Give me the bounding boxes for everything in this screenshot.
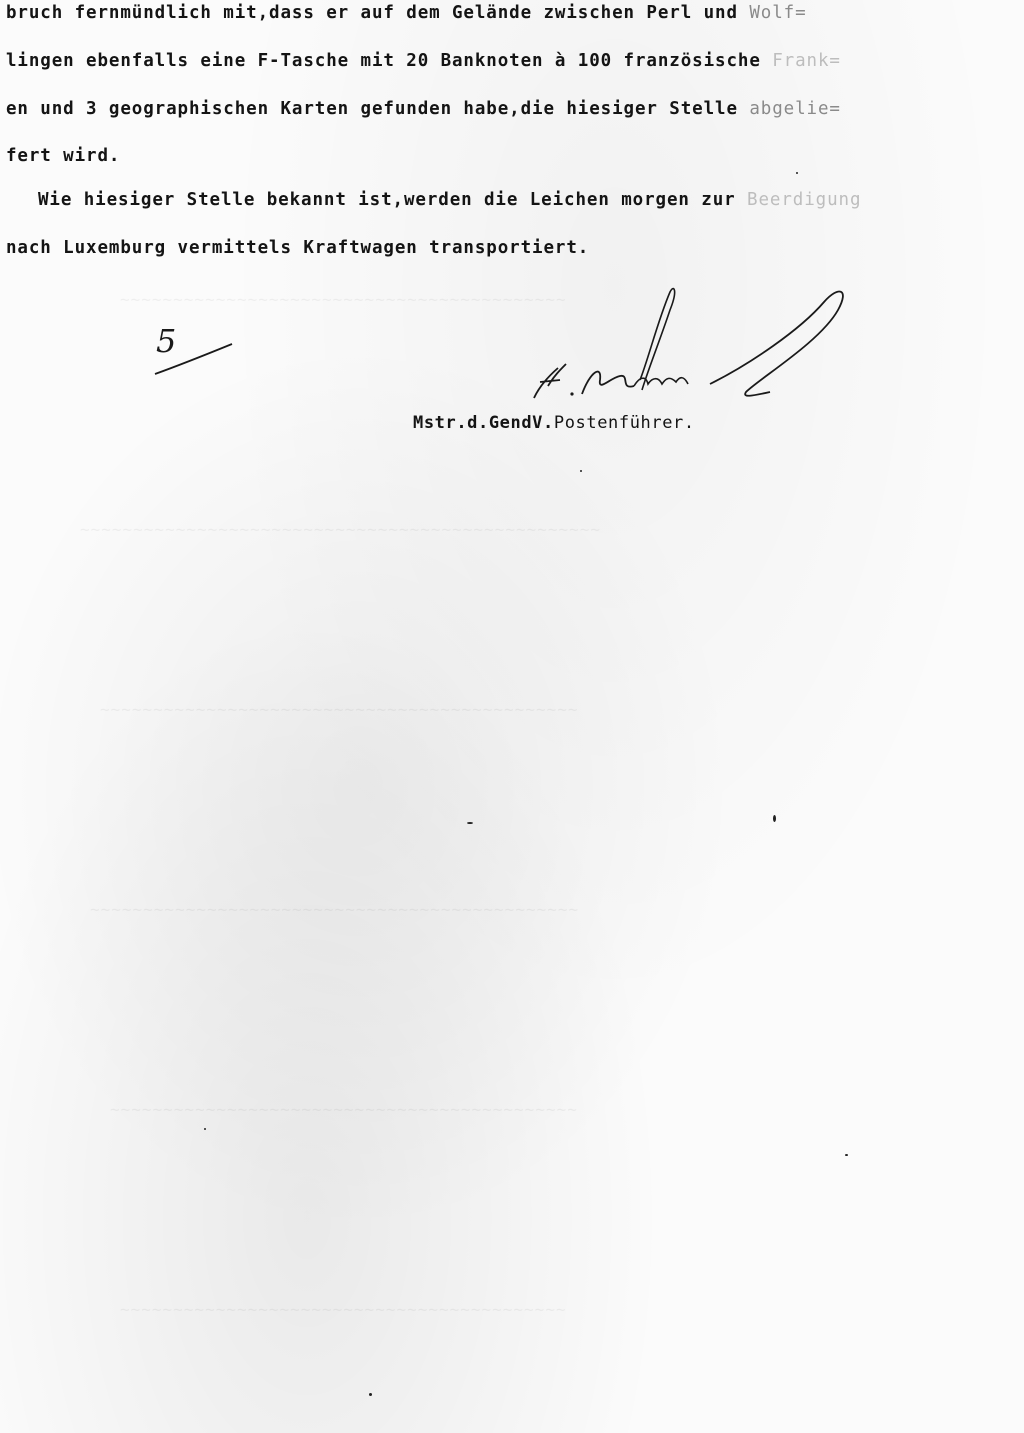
bleed-through-text: ~~~~~~~~~~~~~~~~~~~~~~~~~~~~~~~~~~~~~~~~~~~~~~~~~ bbox=[80, 520, 602, 539]
bleed-through-text: ~~~~~~~~~~~~~~~~~~~~~~~~~~~~~~~~~~~~~~~~~~~~~ bbox=[100, 700, 579, 719]
bleed-through-text: ~~~~~~~~~~~~~~~~~~~~~~~~~~~~~~~~~~~~~~~~~~ bbox=[120, 290, 567, 309]
signature bbox=[520, 280, 860, 410]
body-line-text: lingen ebenfalls eine F-Tasche mit 20 Banknoten à 100 französische bbox=[6, 51, 773, 71]
page-number-mark bbox=[150, 310, 240, 390]
body-line bbox=[6, 99, 841, 119]
body-line-faded-text: Frank= bbox=[772, 51, 841, 71]
body-line-text: fert wird. bbox=[6, 146, 121, 166]
signatory-role: Postenführer. bbox=[553, 413, 695, 433]
body-line-text: bruch fernmündlich mit,dass er auf dem Gelände zwischen Perl und bbox=[6, 3, 750, 23]
body-line-text: Wie hiesiger Stelle bekannt ist,werden die Leichen morgen zur bbox=[38, 190, 748, 210]
signatory-title bbox=[413, 413, 695, 433]
scan-speck bbox=[796, 172, 798, 174]
body-line-text: nach Luxemburg vermittels Kraftwagen transportiert. bbox=[6, 238, 590, 258]
scan-speck bbox=[845, 1154, 848, 1156]
signatory-rank: Mstr.d.GendV. bbox=[413, 413, 554, 433]
body-line bbox=[6, 51, 841, 71]
scan-speck bbox=[580, 470, 582, 472]
body-line bbox=[38, 190, 861, 210]
bleed-through-text: ~~~~~~~~~~~~~~~~~~~~~~~~~~~~~~~~~~~~~~~~~~~~ bbox=[110, 1100, 578, 1119]
body-line-text: en und 3 geographischen Karten gefunden habe,die hiesiger Stelle bbox=[6, 99, 750, 119]
body-line bbox=[6, 146, 120, 166]
body-line-faded-text: Wolf= bbox=[749, 3, 807, 23]
page-number: 5 bbox=[156, 322, 177, 360]
bleed-through-text: ~~~~~~~~~~~~~~~~~~~~~~~~~~~~~~~~~~~~~~~~~~ bbox=[120, 1300, 567, 1319]
body-line bbox=[6, 238, 589, 258]
scan-speck bbox=[369, 1393, 372, 1396]
scan-speck bbox=[467, 822, 473, 824]
bleed-through-text: ~~~~~~~~~~~~~~~~~~~~~~~~~~~~~~~~~~~~~~~~~~~~~~ bbox=[90, 900, 580, 919]
scan-speck bbox=[204, 1128, 206, 1130]
body-line bbox=[6, 3, 807, 23]
scan-speck bbox=[773, 815, 776, 822]
body-line-faded-text: Beerdigung bbox=[747, 190, 862, 210]
body-line-faded-text: abgelie= bbox=[749, 99, 841, 119]
